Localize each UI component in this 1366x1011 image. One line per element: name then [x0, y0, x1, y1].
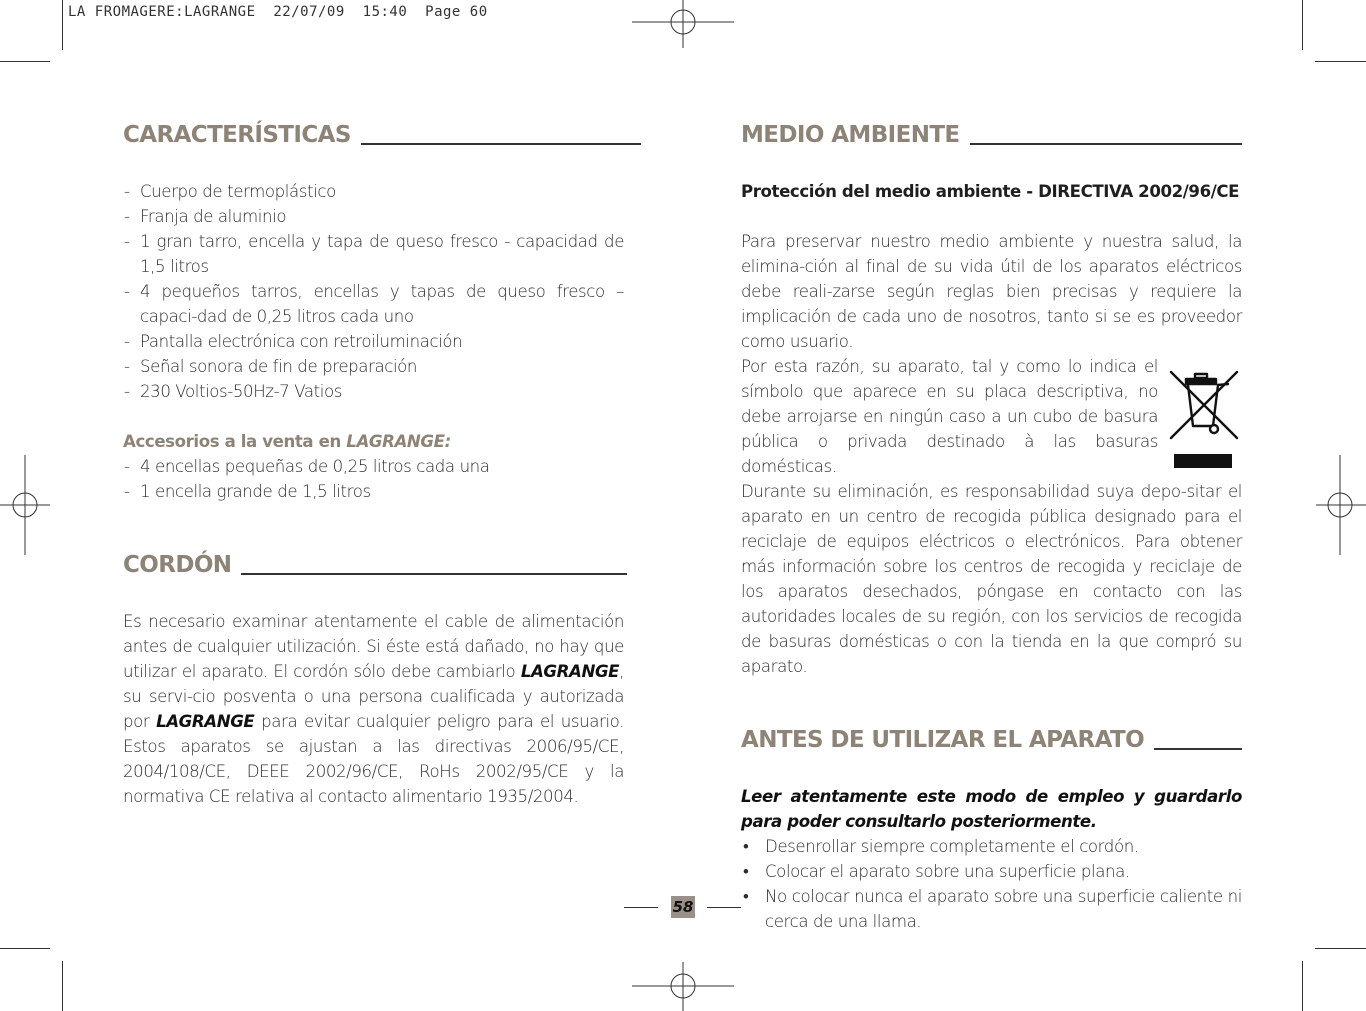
list-item: - 1 gran tarro, encella y tapa de queso fresco - capacidad de 1,5 litros: [123, 229, 624, 279]
caracteristicas-heading: [123, 118, 624, 150]
crop-mark: [62, 0, 63, 50]
antes-heading: [741, 723, 1242, 755]
registration-mark-icon: [632, 962, 734, 1011]
environment-paragraph-3: Durante su eliminación, es responsabilidad suya depo-sitar el aparato en un centro de recogida pública designado para el reciclaje de equipos eléctricos o electrónicos. Para obtener más información sobre los centros de recogida y reciclaje de los aparatos desechados, póngase en contacto con las autoridades locales de su región, con los servicios de recogida de basuras domésticas o con la tienda en la que compró su aparato.: [741, 482, 1242, 676]
list-item: - 4 pequeños tarros, encellas y tapas de queso fresco – capaci-dad de 0,25 litros cada uno: [123, 279, 624, 329]
brand-name: LAGRANGE: [520, 662, 620, 681]
list-item: - 1 encella grande de 1,5 litros: [123, 479, 624, 504]
crop-mark: [0, 948, 50, 949]
medio-ambiente-heading: [741, 118, 1242, 150]
environment-paragraph-1: Para preservar nuestro medio ambiente y nuestra salud, la elimina-ción al final de su vida útil de los aparatos eléctricos debe reali-zarse según reglas bien precisas y requiere la implicación de cada uno de nosotros, tanto si se es proveedor como usuario.: [741, 232, 1242, 351]
caracteristicas-title: CARACTERÍSTICAS: [123, 122, 351, 148]
weee-bar: [1174, 454, 1232, 468]
list-item: • Colocar el aparato sobre una superficie plana.: [741, 859, 1242, 884]
directive-subtitle: Protección del medio ambiente - DIRECTIVA 2002/96/CE: [741, 182, 1240, 201]
crop-mark: [62, 961, 63, 1011]
accesorios-brand: LAGRANGE:: [346, 432, 451, 451]
features-list: [123, 179, 624, 404]
list-item: - Cuerpo de termoplástico: [123, 179, 624, 204]
list-item: - 230 Voltios-50Hz-7 Vatios: [123, 379, 624, 404]
brand-name: LAGRANGE: [156, 712, 255, 731]
printer-slug-line: LA FROMAGERE:LAGRANGE 22/07/09 15:40 Page 60: [68, 4, 488, 20]
crop-mark: [1302, 961, 1303, 1011]
crossed-out-wheelie-bin-icon: [1168, 368, 1240, 442]
crop-mark: [1302, 0, 1303, 50]
environment-paragraph-2: Por esta razón, su aparato, tal y como lo indica el símbolo que aparece en su placa descriptiva, no debe arrojarse en ningún caso a un cubo de basura pública o privada destinado à las basuras domésticas.: [741, 357, 1158, 476]
cordon-heading: [123, 548, 624, 580]
list-item: - 4 encellas pequeñas de 0,25 litros cada una: [123, 454, 624, 479]
heading-rule: [970, 143, 1242, 145]
heading-rule: [361, 143, 641, 145]
cordon-paragraph: [123, 609, 624, 809]
list-item: - Señal sonora de fin de preparación: [123, 354, 624, 379]
accesorios-label: Accesorios a la venta en: [123, 432, 341, 451]
registration-mark-icon: [632, 0, 734, 48]
page-number: 58: [672, 898, 694, 916]
accesorios-heading: [123, 429, 624, 454]
cordon-text-1: Es necesario examinar atentamente el cable de alimentación antes de cualquier utilización. Si éste está dañado, no hay que utilizar el aparato. El cordón sólo debe cambiarlo: [123, 612, 624, 681]
list-item: - Pantalla electrónica con retroiluminación: [123, 329, 624, 354]
crop-mark: [1315, 948, 1366, 949]
accessories-list: [123, 454, 624, 504]
antes-title: ANTES DE UTILIZAR EL APARATO: [741, 727, 1145, 753]
right-column: [741, 118, 1242, 934]
registration-mark-icon: [1316, 455, 1366, 555]
medio-ambiente-title: MEDIO AMBIENTE: [741, 122, 960, 148]
cordon-title: CORDÓN: [123, 552, 232, 578]
heading-rule: [1154, 748, 1242, 750]
crop-mark: [1315, 61, 1366, 62]
page-number-rule: [624, 907, 658, 908]
cordon-text-2: , su servi-cio posventa o una persona cualificada y autorizada por: [123, 662, 624, 731]
antes-lead: Leer atentamente este modo de empleo y guardarlo para poder consultarlo posteriormente.: [741, 787, 1242, 831]
antes-list: [741, 834, 1242, 934]
registration-mark-icon: [0, 455, 50, 555]
weee-symbol: [1168, 368, 1242, 468]
cordon-text-3: para evitar cualquier peligro para el usuario. Estos aparatos se ajustan a las directivas 2006/95/CE, 2004/108/CE, DEEE 2002/96/CE, RoHs 2002/95/CE y la normativa CE relativa al contacto alimentario 1935/2004.: [123, 712, 624, 806]
list-item: • Desenrollar siempre completamente el cordón.: [741, 834, 1242, 859]
list-item: - Franja de aluminio: [123, 204, 624, 229]
crop-mark: [0, 61, 50, 62]
page-number-rule: [707, 907, 741, 908]
heading-rule: [241, 573, 627, 575]
list-item: • No colocar nunca el aparato sobre una superficie caliente ni cerca de una llama.: [741, 884, 1242, 934]
left-column: [123, 118, 624, 809]
